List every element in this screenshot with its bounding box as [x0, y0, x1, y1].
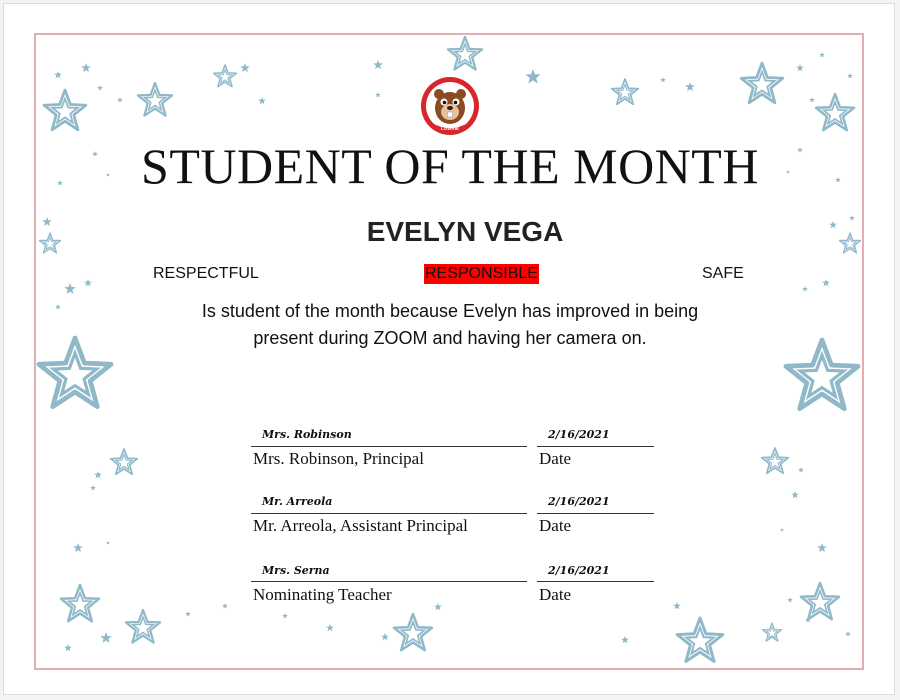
reason-line-1: Is student of the month because Evelyn has improved in being [201, 301, 699, 321]
signature-assistant-principal: Mr. Arreola [262, 495, 333, 508]
reason-line-2: present during ZOOM and having her camera on. [253, 328, 647, 348]
signature-teacher: Mrs. Serna [262, 564, 330, 577]
mascot-label: LOWRIE [441, 126, 459, 131]
signature-date-principal: 2/16/2021 [548, 428, 610, 441]
date-label: Date [539, 585, 572, 604]
date-line [537, 581, 654, 582]
reason-text [150, 298, 750, 352]
signature-line [251, 446, 527, 447]
signature-principal: Mrs. Robinson [262, 428, 352, 441]
date-line [537, 446, 654, 447]
student-name: EVELYN VEGA [366, 216, 564, 247]
trait-safe: SAFE [702, 265, 744, 282]
date-line [537, 513, 654, 514]
signature-line [251, 581, 527, 582]
beaver-mascot-icon [420, 76, 480, 136]
signer-role-principal: Mrs. Robinson, Principal [253, 449, 424, 468]
signature-date-teacher: 2/16/2021 [548, 564, 610, 577]
signer-role-teacher: Nominating Teacher [253, 585, 392, 604]
date-label: Date [539, 449, 572, 468]
date-label: Date [539, 516, 572, 535]
certificate-title: STUDENT OF THE MONTH [141, 138, 759, 194]
trait-respectful: RESPECTFUL [153, 265, 259, 282]
trait-responsible-highlighted: RESPONSIBLE [425, 265, 538, 282]
signature-line [251, 513, 527, 514]
signature-date-assistant: 2/16/2021 [548, 495, 610, 508]
signer-role-assistant: Mr. Arreola, Assistant Principal [253, 516, 468, 535]
